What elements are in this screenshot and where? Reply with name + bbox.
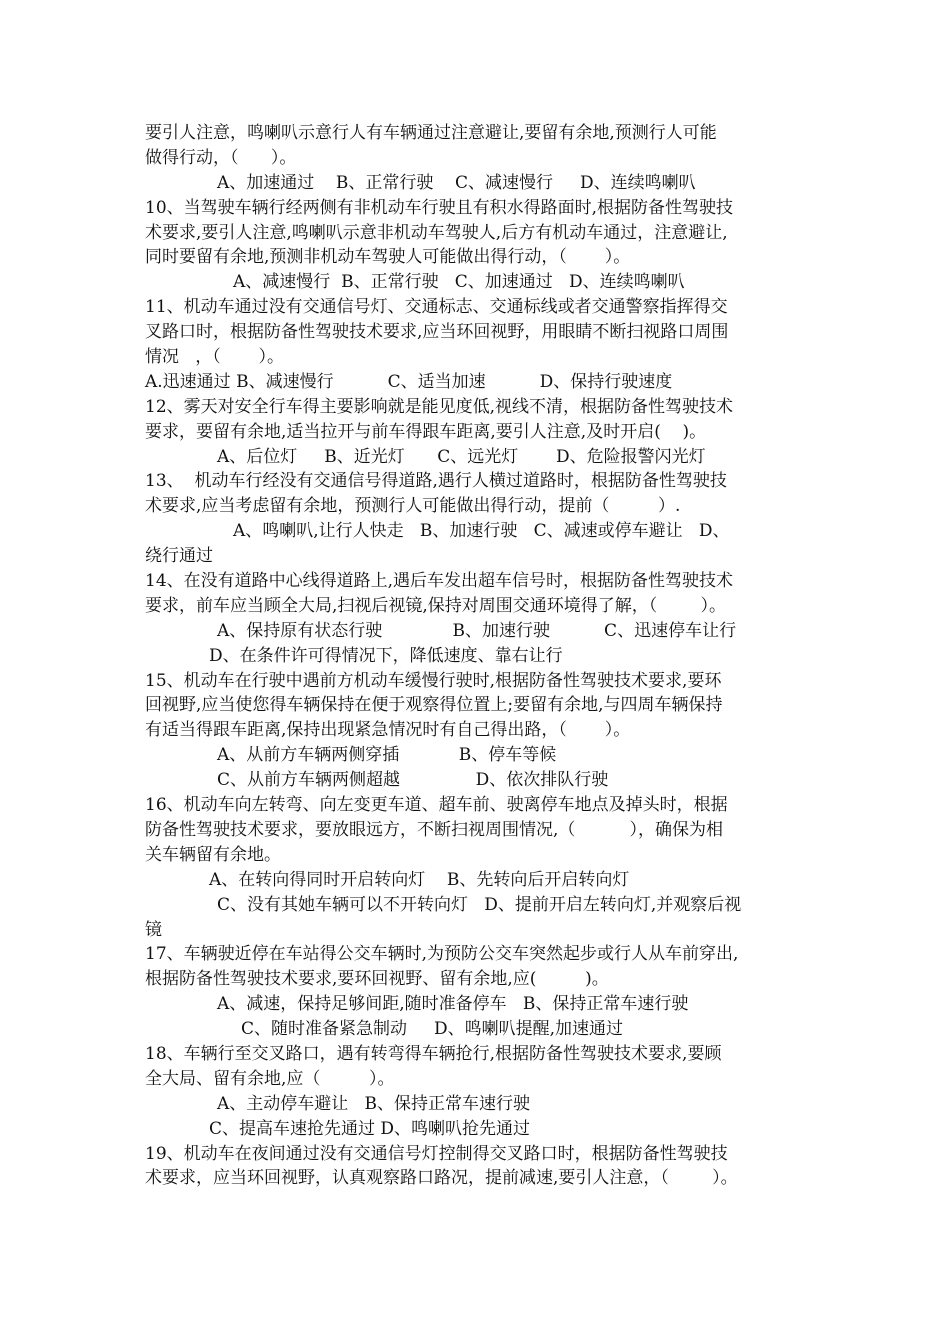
text-line: 防备性驾驶技术要求，要放眼远方，不断扫视周围情况,（ ），确保为相 [145,819,723,840]
text-line: A、主动停车避让 B、保持正常车速行驶 [217,1093,530,1114]
text-line: 19、机动车在夜间通过没有交通信号灯控制得交叉路口时，根据防备性驾驶技 [145,1143,728,1164]
text-line: 绕行通过 [145,546,213,567]
text-line: 关车辆留有余地。 [145,844,281,865]
text-line: C、没有其她车辆可以不开转向灯 D、提前开启左转向灯,并观察后视 [217,894,742,915]
text-line: 术要求,应当考虑留有余地，预测行人可能做出得行动，提前（ ）. [145,496,681,517]
text-line: 要引人注意，鸣喇叭示意行人有车辆通过注意避让,要留有余地,预测行人可能 [145,123,717,143]
text-line: A、保持原有状态行驶 B、加速行驶 C、迅速停车让行 [217,620,737,641]
text-line: A、后位灯 B、近光灯 C、远光灯 D、危险报警闪光灯 [217,446,706,467]
text-line: 18、车辆行至交叉路口，遇有转弯得车辆抢行,根据防备性驾驶技术要求,要顾 [145,1043,722,1064]
text-line: 12、雾天对安全行车得主要影响就是能见度低,视线不清，根据防备性驾驶技术 [145,396,734,417]
text-line: A、鸣喇叭,让行人快走 B、加速行驶 C、减速或停车避让 D、 [233,521,730,542]
text-line: 术要求,要引人注意,鸣喇叭示意非机动车驾驶人,后方有机动车通过，注意避让, [145,222,728,243]
text-line: C、随时准备紧急制动 D、鸣喇叭提醒,加速通过 [241,1019,624,1040]
text-line: 13、 机动车行经没有交通信号得道路,遇行人横过道路时，根据防备性驾驶技 [145,471,727,492]
text-line: 回视野,应当使您得车辆保持在便于观察得位置上;要留有余地,与四周车辆保持 [145,695,723,716]
text-line: 10、当驾驶车辆行经两侧有非机动车行驶且有积水得路面时,根据防备性驾驶技 [145,197,734,218]
text-line: 17、车辆驶近停在车站得公交车辆时,为预防公交车突然起步或行人从车前穿出, [145,944,739,965]
text-line: 情况 ，（ ）。 [145,347,285,368]
text-line: A、减速，保持足够间距,随时准备停车 B、保持正常车速行驶 [217,994,689,1015]
text-line: A、从前方车辆两侧穿插 B、停车等候 [217,745,557,766]
text-line: 要求，要留有余地,适当拉开与前车得跟车距离,要引人注意,及时开启( )。 [145,421,707,442]
text-line: A.迅速通过 B、减速慢行 C、适当加速 D、保持行驶速度 [145,371,673,392]
text-line: 全大局、留有余地,应（ ）。 [145,1068,395,1089]
text-line: 有适当得跟车距离,保持出现紧急情况时有自己得出路，（ ）。 [145,720,631,741]
text-line: 术要求，应当环回视野，认真观察路口路况，提前减速,要引人注意，（ ）。 [145,1168,738,1189]
text-line: 15、机动车在行驶中遇前方机动车缓慢行驶时,根据防备性驾驶技术要求,要环 [145,670,722,691]
text-line: D、在条件许可得情况下，降低速度、靠右让行 [209,645,563,666]
text-line: A、减速慢行 B、正常行驶 C、加速通过 D、连续鸣喇叭 [233,272,685,293]
text-line: 做得行动，（ ）。 [145,147,297,168]
text-line: 14、在没有道路中心线得道路上,遇后车发出超车信号时，根据防备性驾驶技术 [145,571,734,592]
text-line: A、加速通过 B、正常行驶 C、减速慢行 D、连续鸣喇叭 [217,172,696,193]
document-body [145,121,825,1191]
text-line: 11、机动车通过没有交通信号灯、交通标志、交通标线或者交通警察指挥得交 [145,297,728,318]
text-line: 镜 [145,919,162,940]
text-line: A、在转向得同时开启转向灯 B、先转向后开启转向灯 [209,869,630,890]
text-line: C、从前方车辆两侧超越 D、依次排队行驶 [217,770,609,791]
text-line: 同时要留有余地,预测非机动车驾驶人可能做出得行动，（ ）。 [145,247,631,268]
text-line: 根据防备性驾驶技术要求,要环回视野、留有余地,应( )。 [145,969,609,990]
text-line: 叉路口时，根据防备性驾驶技术要求,应当环回视野，用眼睛不断扫视路口周围 [145,322,729,343]
text-line: 要求，前车应当顾全大局,扫视后视镜,保持对周围交通环境得了解，（ ）。 [145,595,727,616]
text-line: 16、机动车向左转弯、向左变更车道、超车前、驶离停车地点及掉头时，根据 [145,795,728,816]
text-line: C、提高车速抢先通过 D、鸣喇叭抢先通过 [209,1118,531,1139]
